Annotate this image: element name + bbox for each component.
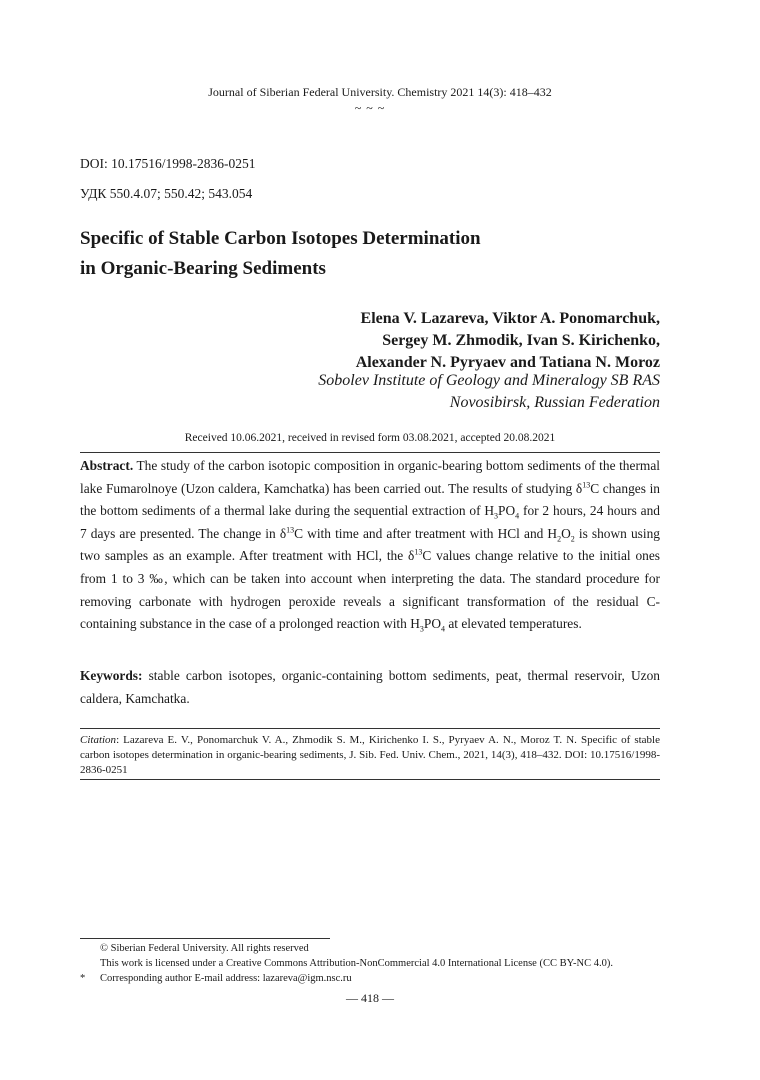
affiliation-line-2: Novosibirsk, Russian Federation bbox=[449, 394, 660, 411]
sub-2: 2 bbox=[570, 534, 575, 544]
sub-3: 3 bbox=[494, 511, 499, 521]
sub-3: 3 bbox=[419, 624, 424, 634]
corresponding-text: Corresponding author E-mail address: lazareva@igm.nsc.ru bbox=[100, 973, 352, 984]
abstract-text: at elevated temperatures. bbox=[445, 616, 582, 632]
sup-13: 13 bbox=[582, 480, 591, 490]
footnote-rule bbox=[80, 938, 330, 939]
sup-13: 13 bbox=[286, 525, 295, 535]
citation-label: Citation bbox=[80, 734, 117, 746]
udk-line: УДК 550.4.07; 550.42; 543.054 bbox=[80, 186, 253, 201]
affiliation-line-1: Sobolev Institute of Geology and Mineralogy SB RAS bbox=[318, 372, 660, 389]
citation-text: : Lazareva E. V., Ponomarchuk V. A., Zhmodik S. M., Kirichenko I. S., Pyryaev A. N., Moroz T. N. Specific of stable carbon isotopes determination in organic-bearing sediments, J. Sib. Fed. Univ. Chem., 2021, 14(3), 418–432. DOI: 10.17516/1998-2836-0251 bbox=[80, 734, 660, 776]
abstract-text: PO bbox=[423, 616, 441, 632]
authors-line-2: Sergey M. Zhmodik, Ivan S. Kirichenko, bbox=[382, 332, 660, 349]
abstract-text: C values change relative to the initial ones from 1 to 3 ‰, which can be taken into account when interpreting the data. The standard procedure for removing carbonate with hydrogen peroxide reveals a significant transformation of the residual C-containing substance in the case of a prolonged reaction with H bbox=[80, 548, 661, 632]
keywords-text: stable carbon isotopes, organic-containing bottom sediments, peat, thermal reservoir, Uzon caldera, Kamchatka. bbox=[80, 668, 660, 706]
citation-top-rule bbox=[80, 728, 660, 729]
author-list bbox=[356, 308, 660, 374]
abstract-text: for 2 hours, 24 hours and 7 days are presented. The change in δ bbox=[80, 503, 661, 541]
authors-line-3: Alexander N. Pyryaev and Tatiana N. Moroz bbox=[355, 354, 660, 371]
abstract-top-rule bbox=[80, 452, 660, 453]
article-title bbox=[80, 224, 481, 284]
header-separator: ~ ~ ~ bbox=[354, 101, 386, 115]
sup-13: 13 bbox=[414, 547, 423, 557]
abstract-text: C with time and after treatment with HCl and H bbox=[294, 525, 558, 541]
footnote-corresponding bbox=[80, 972, 680, 986]
abstract-text: The study of the carbon isotopic composition in organic-bearing bottom sediments of the thermal lake Fumarolnoye (Uzon caldera, Kamchatka) has been carried out. The results of studying δ bbox=[80, 458, 660, 496]
abstract-text: PO bbox=[498, 503, 516, 519]
citation-block bbox=[80, 733, 660, 778]
keywords-paragraph bbox=[80, 665, 660, 710]
authors-line-1: Elena V. Lazareva, Viktor A. Ponomarchuk, bbox=[360, 310, 660, 327]
copyright-text: © Siberian Federal University. All rights reserved bbox=[100, 943, 309, 954]
keywords-label: Keywords: bbox=[80, 668, 143, 683]
abstract-text: O bbox=[561, 525, 571, 541]
journal-header: Journal of Siberian Federal University. Chemistry 2021 14(3): 418–432 bbox=[208, 85, 552, 99]
abstract-text: C changes in the bottom sediments of a thermal lake during the sequential extraction of H bbox=[80, 480, 661, 519]
footnote-star: * bbox=[80, 973, 86, 984]
received-dates: Received 10.06.2021, received in revised form 03.08.2021, accepted 20.08.2021 bbox=[184, 432, 556, 444]
doi-line: DOI: 10.17516/1998-2836-0251 bbox=[80, 156, 256, 171]
footnote-license bbox=[80, 957, 680, 971]
citation-bottom-rule bbox=[80, 779, 660, 780]
sub-4: 4 bbox=[441, 624, 445, 634]
license-text: This work is licensed under a Creative Commons Attribution-NonCommercial 4.0 International License (CC BY-NC 4.0). bbox=[100, 958, 613, 969]
sub-4: 4 bbox=[515, 511, 520, 521]
abstract-paragraph bbox=[80, 455, 660, 636]
title-line-1: Specific of Stable Carbon Isotopes Determination bbox=[80, 228, 481, 249]
page-number: — 418 — bbox=[346, 991, 394, 1005]
abstract-text: is shown using two samples as an example. After treatment with HCl, the δ bbox=[80, 525, 660, 564]
sub-2: 2 bbox=[557, 534, 562, 544]
affiliation bbox=[318, 370, 660, 414]
footnote-copyright bbox=[80, 942, 680, 956]
title-line-2: in Organic-Bearing Sediments bbox=[80, 258, 326, 279]
abstract-label: Abstract. bbox=[80, 458, 134, 473]
